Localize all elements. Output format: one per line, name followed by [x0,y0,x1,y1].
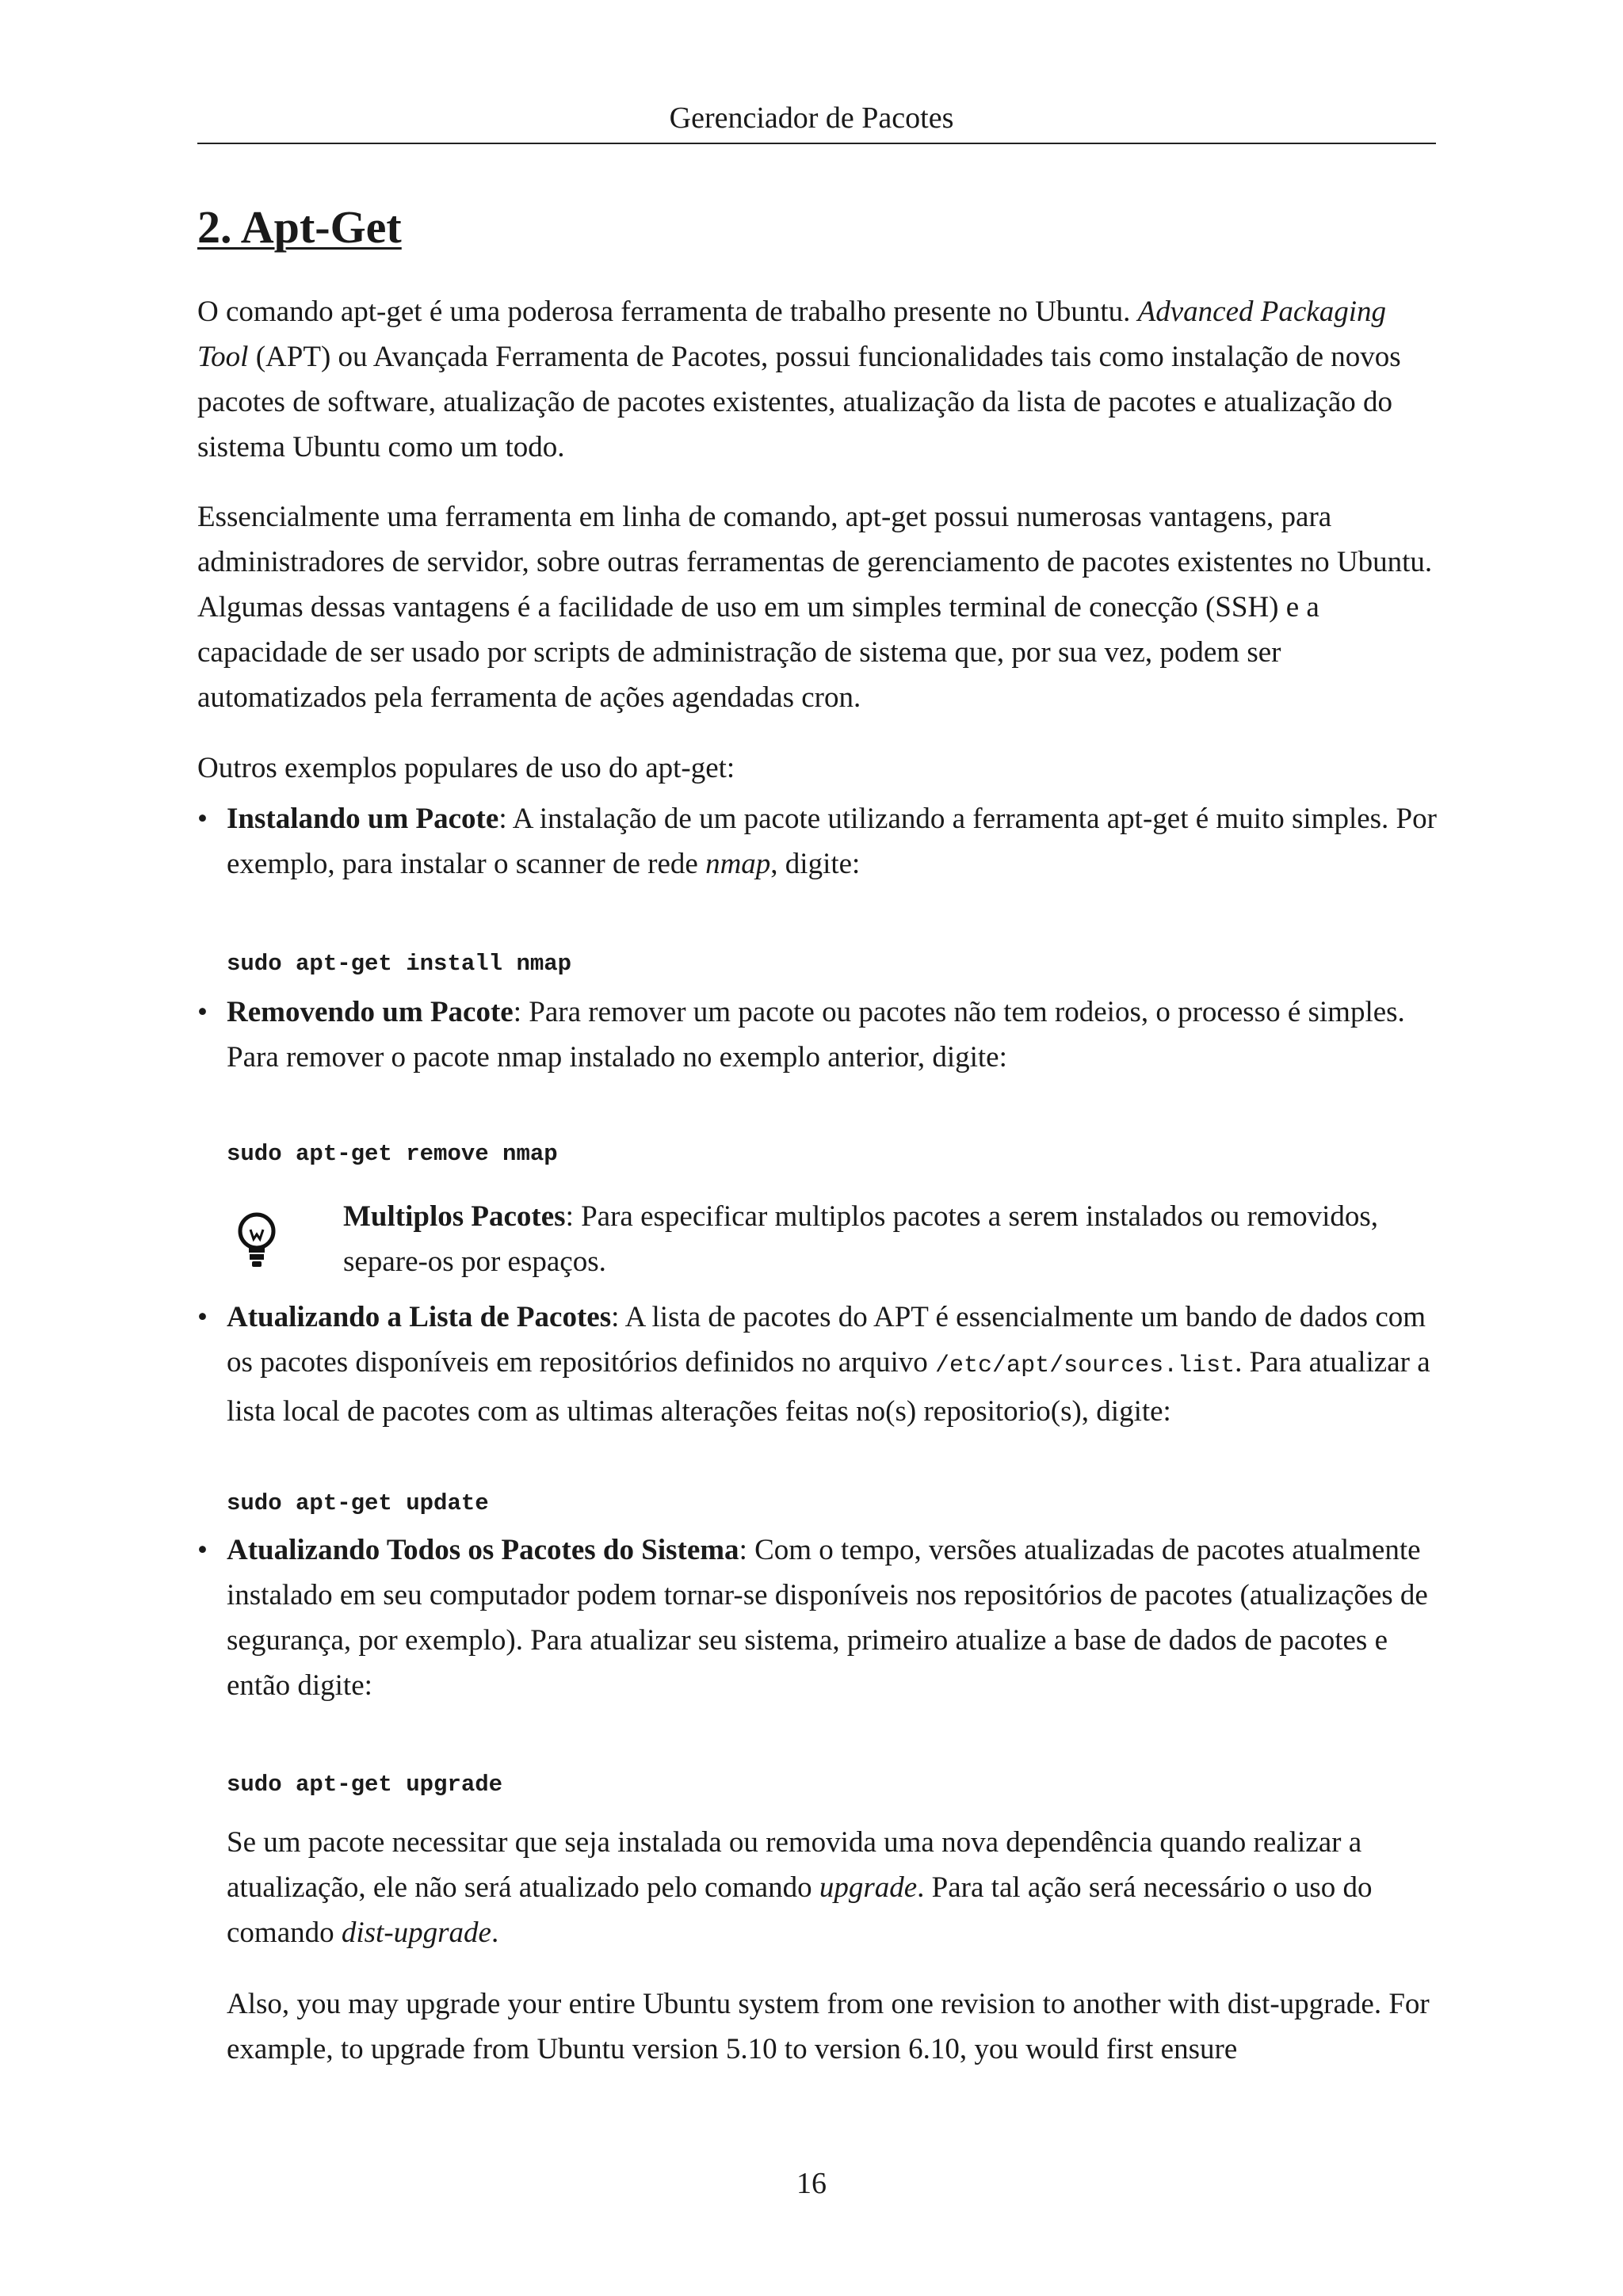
dependency-paragraph [227,1820,1439,1955]
list-item-text [227,1527,1439,1708]
code-upgrade: sudo apt-get upgrade [227,1772,503,1798]
apt-full-name: Advanced Packaging Tool [197,296,1386,373]
section-title: 2. Apt-Get [197,201,402,253]
bullet-marker: • [197,1301,208,1333]
list-item-text [227,796,1439,887]
note-body: : Para especificar multiplos pacotes a serem instalados ou removidos, separe-os por espaços. [343,1200,1378,1278]
list-item-text [227,990,1439,1080]
intro-text-end: (APT) ou Avançada Ferramenta de Pacotes, possui funcionalidades tais como instalação de novos pacotes de software, atualização de pacotes existentes, atualização da lista de pacotes e atualização do sistema Ubuntu como um todo. [197,341,1401,463]
intro-text-start: O comando apt-get é uma poderosa ferramenta de trabalho presente no Ubuntu. [197,296,1138,328]
item-title: Instalando um Pacote [227,803,499,835]
dependency-text-end: . [491,1917,499,1949]
running-header: Gerenciador de Pacotes [669,101,954,135]
item-body-end: . Para atualizar a lista local de pacotes com as ultimas alterações feitas no(s) repositorio(s), digite: [227,1346,1430,1428]
examples-lead-paragraph: Outros exemplos populares de uso do apt-get: [197,752,735,784]
header-divider [197,143,1436,144]
note-title: Multiplos Pacotes [343,1200,566,1233]
bullet-marker: • [197,1534,208,1566]
code-remove: sudo apt-get remove nmap [227,1141,558,1167]
item-title: Atualizando Todos os Pacotes do Sistema [227,1534,739,1566]
nmap-term: nmap [705,848,771,880]
code-update: sudo apt-get update [227,1490,489,1516]
dist-upgrade-term: dist-upgrade [341,1917,491,1949]
item-body-end: , digite: [770,848,861,880]
item-body: : Para remover um pacote ou pacotes não tem rodeios, o processo é simples. Para remover o pacote nmap instalado no exemplo anterior, digite: [227,996,1405,1074]
list-item-text [227,1295,1439,1434]
code-install: sudo apt-get install nmap [227,951,572,977]
file-path: /etc/apt/sources.list [935,1352,1235,1379]
page-number: 16 [796,2167,827,2200]
dependency-text-mid: . Para tal ação será necessário o uso do comando [227,1871,1373,1949]
dependency-text: Se um pacote necessitar que seja instalada ou removida uma nova dependência quando realizar a atualização, ele não será atualizado pelo comando [227,1826,1362,1904]
intro-paragraph [197,289,1442,470]
dist-upgrade-paragraph: Also, you may upgrade your entire Ubuntu system from one revision to another with dist-upgrade. For example, to upgrade from Ubuntu version 5.10 to version 6.10, you would first ensure [227,1988,1430,2065]
item-title: Atualizando a Lista de Pacotes [227,1301,612,1333]
upgrade-term: upgrade [819,1871,918,1904]
item-body: : A instalação de um pacote utilizando a ferramenta apt-get é muito simples. Por exemplo, para instalar o scanner de rede [227,803,1437,880]
item-title: Removendo um Pacote [227,996,514,1028]
item-body: : Com o tempo, versões atualizadas de pacotes atualmente instalado em seu computador podem tornar-se disponíveis nos repositórios de pacotes (atualizações de segurança, por exemplo). Para atualizar seu sistema, primeiro atualize a base de dados de pacotes e então digite: [227,1534,1428,1702]
bullet-marker: • [197,996,208,1028]
item-body: : A lista de pacotes do APT é essencialmente um bando de dados com os pacotes disponíveis em repositórios definidos no arquivo [227,1301,1426,1379]
lightbulb-icon [235,1211,279,1271]
bullet-marker: • [197,803,208,835]
note-text [343,1194,1437,1284]
advantages-paragraph: Essencialmente uma ferramenta em linha de comando, apt-get possui numerosas vantagens, para administradores de servidor, sobre outras ferramentas de gerenciamento de pacotes existentes no Ubuntu. Algumas dessas vantagens é a facilidade de uso em um simples terminal de conecção (SSH) e a capacidade de ser usado por scripts de administração de sistema que, por sua vez, podem ser automatizados pela ferramenta de ações agendadas cron. [197,501,1433,714]
